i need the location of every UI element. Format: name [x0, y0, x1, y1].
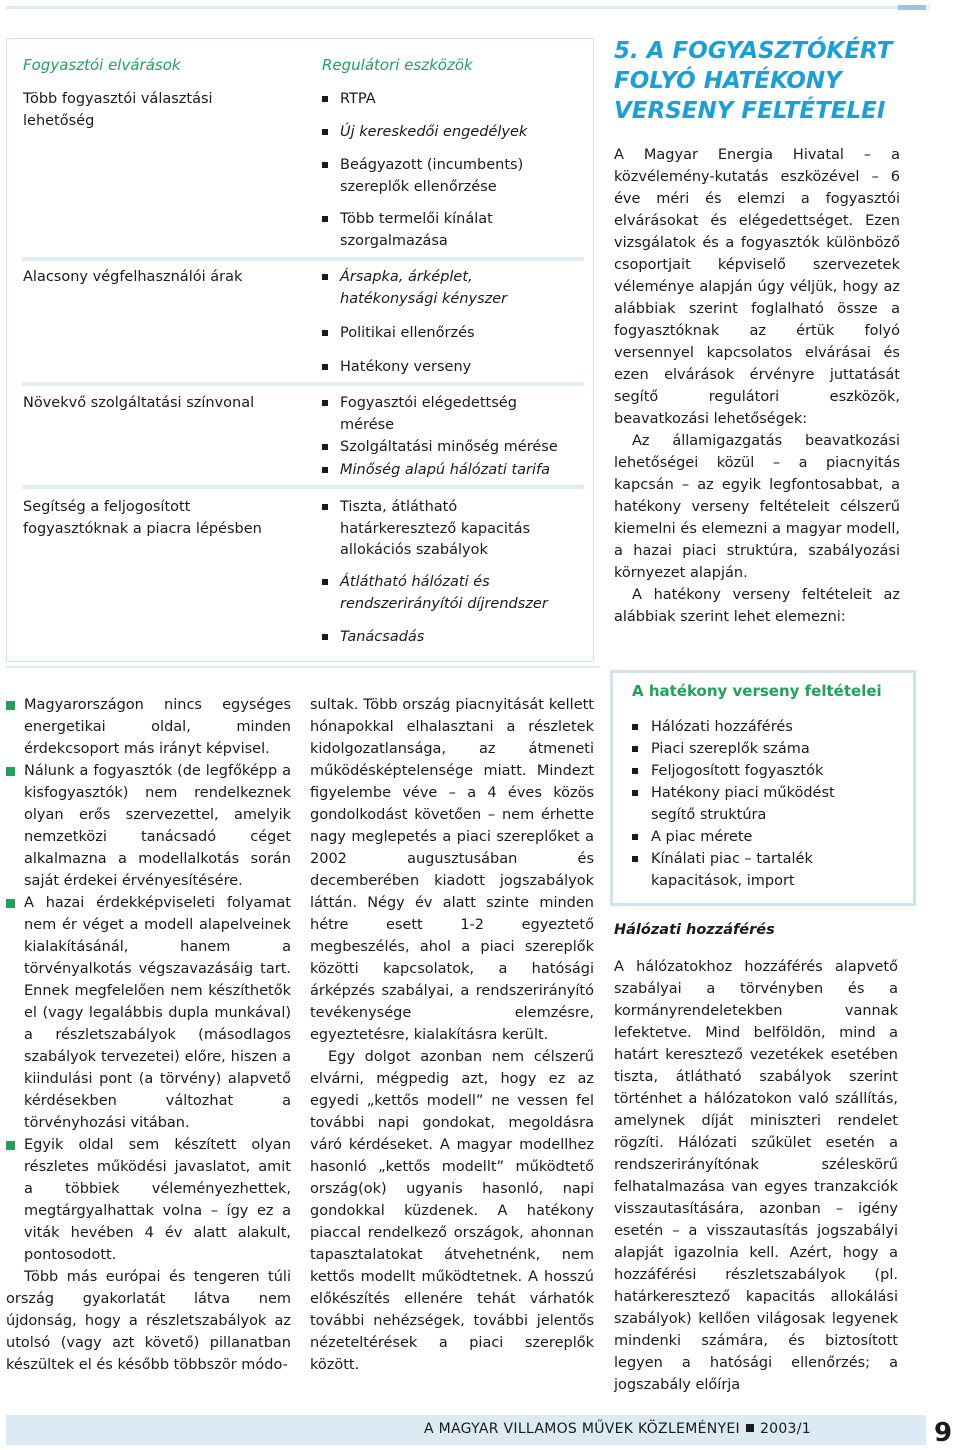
green-square-icon — [6, 899, 15, 908]
square-icon — [746, 1424, 754, 1432]
regulator-tool: Szolgáltatási minőség mérése — [322, 437, 582, 459]
regulator-tool: Átlátható hálózati és rendszerirányítói díjrendszer — [322, 572, 572, 615]
footer-journal: A MAGYAR VILLAMOS MŰVEK KÖZLEMÉNYEI 2003/1 — [424, 1421, 811, 1437]
middle-column-text — [310, 694, 594, 1376]
section-paragraph: A Magyar Energia Hivatal – a közvélemény-kutatás eszközével – 6 éve méri és elemzi a fogyasztói elvárásokat és elégedettséget. Ezen vizsgálatok és a fogyasztók különböző csoportjait képviselő szervezetek véleménye alapján úgy véljük, hogy az alábbiak szerint foglalható össze a fogyasztóknak az értük folyó versennyel kapcsolatos elvárásai és ezen elvárások érvényre juttatását segítő regulátori eszközök, beavatkozási lehetőségek: — [614, 147, 900, 427]
regulator-tool: Minőség alapú hálózati tarifa — [322, 460, 582, 482]
page-number: 9 — [934, 1418, 953, 1448]
consumer-expectation-1: Több fogyasztói választási lehetőség — [23, 91, 213, 129]
row-separator — [22, 257, 584, 261]
regulator-tool: Új kereskedői engedélyek — [322, 122, 582, 144]
regulator-tool: RTPA — [322, 89, 582, 111]
consumer-expectation-3: Növekvő szolgáltatási színvonal — [23, 395, 255, 411]
regulator-tool: Több termelői kínálat szorgalmazása — [322, 209, 532, 252]
green-bullet-item: Egyik oldal sem készített olyan részletes működési javaslatot, amit a többiek véleményezhettek, megtárgyalhattak volna – így ez a viták hevében 4 év alatt alakult, pontosodott. — [6, 1134, 291, 1266]
regulator-tool: Hatékony verseny — [322, 357, 582, 379]
green-square-icon — [6, 767, 15, 776]
green-bullet-item: Nálunk a fogyasztók (de legfőképp a kisfogyasztók) nem rendelkeznek olyan erős szervezettel, amelyik nemzetközi tanácsadó céget alkalmazna a modellalkotás során saját érdekei érvényesítésére. — [6, 760, 291, 892]
regulator-tools-heading: Regulátori eszközök — [322, 56, 473, 74]
condition-item: A piac mérete — [632, 826, 902, 848]
top-rule-cap — [926, 4, 930, 11]
green-square-icon — [6, 701, 15, 710]
paragraph: Több más európai és tengeren túli ország gyakorlatát látva nem újdonság, hogy a részletszabályok az utolsó (vagy azt követő) pillanatban készültek el és később többször módo- — [6, 1269, 291, 1373]
consumer-expectation-2: Alacsony végfelhasználói árak — [23, 269, 243, 285]
regulator-tool: Fogyasztói elégedettség mérése — [322, 393, 552, 436]
lower-separator — [6, 666, 600, 668]
left-column-text — [6, 694, 291, 1376]
network-access-paragraph: A hálózatokhoz hozzáférés alapvető szabályai a törvényben és a kormányrendeletekben vannak lefektetve. Mind belföldön, mind a határt keresztező vezetékek esetében tiszta, átlátható szabályok szerint történhet a hálózatokon való szállítás, amelynek díját miniszteri rendelet rögzíti. Hálózati szűkület esetén a rendszerirányítónak széleskörű felhatalmazása van egyes tranzakciók visszautasítására, azonban – igény esetén – a visszautasítás jogszabályi alapját igazolnia kell. Azért, hogy a hozzáférési részletszabályok (pl. határkeresztező kapacitás allokálási szabályok) kellően világosak legyenek mindenki számára, és biztosított legyen a hatósági ellenőrzés; a jogszabály előírja — [614, 959, 898, 1393]
condition-item: Piaci szereplők száma — [632, 738, 902, 760]
regulator-tool: Tiszta, átlátható határkeresztező kapacitás allokációs szabályok — [322, 497, 572, 562]
paragraph: Egy dolgot azonban nem célszerű elvárni, mégpedig azt, hogy ez az egyedi „kettős modell” ne vessen fel további napi gondokat, megoldásra váró kérdéseket. A magyar modellhez hasonló „kettős modellt” működtető ország(ok) ugyanis hasonló, napi gondokkal küzdenek. A hatékony piaccal rendelkező országok, ahonnan tapasztalatokat átvehetnénk, nem kettős modellt működtetnek. A hosszú előkészítés ellenére tehát várhatók további nehézségek, további jelentős nézeteltérések a piaci szereplők között. — [310, 1049, 594, 1373]
consumer-expectation-4: Segítség a feljogosított fogyasztóknak a piacra lépésben — [23, 499, 262, 537]
row-separator — [22, 485, 584, 489]
section-paragraph: Az államigazgatás beavatkozási lehetőségei közül – a piacnyitás kapcsán – az egyik legfontosabbat, a hatékony verseny feltételeit célszerű kiemelni és elemezni a magyar modell, a hazai piaci struktúra, szabályozási környezet alapján. — [614, 433, 900, 581]
section-paragraph: A hatékony verseny feltételeit az alábbiak szerint lehet elemezni: — [614, 587, 900, 625]
regulator-tool: Ársapka, árképlet, hatékonysági kényszer — [322, 267, 542, 310]
paragraph: sultak. Több ország piacnyitását kellett hónapokkal elhalasztani a részletek kidolgozatlansága, az átmeneti működésképtelensége miatt. Mindezt figyelembe véve – a 4 éves közös gondolkodást követően – nem érhette nagy meglepetés a piaci szereplőket a 2002 augusztusában és decemberében kiadott jogszabályok láttán. Négy év alatt szinte minden hétre esett 1-2 egyeztető megbeszélés, ahol a piaci szereplők közötti kapcsolatok, a hatósági árképzés szabályai, a rendszerirányító tevékenysége elemzésre, egyeztetésre, kialakításra került. — [310, 697, 594, 1043]
top-rule — [6, 6, 898, 9]
condition-item: Kínálati piac – tartalék kapacitások, import — [632, 848, 832, 892]
regulator-tool: Tanácsadás — [322, 627, 582, 649]
regulator-tool: Beágyazott (incumbents) szereplők ellenőrzése — [322, 155, 552, 198]
green-square-icon — [6, 1141, 15, 1150]
regulator-tool: Politikai ellenőrzés — [322, 323, 582, 345]
top-rule-accent — [898, 5, 926, 10]
section-body — [614, 144, 900, 628]
condition-item: Feljogosított fogyasztók — [632, 760, 902, 782]
row-separator — [22, 382, 584, 386]
consumer-expectations-heading: Fogyasztói elvárások — [23, 56, 181, 74]
green-bullet-item: Magyarországon nincs egységes energetikai oldal, minden érdekcsoport más irányt képvisel. — [6, 694, 291, 760]
conditions-box-title: A hatékony verseny feltételei — [632, 682, 882, 700]
condition-item: Hatékony piaci működést segítő struktúra — [632, 782, 862, 826]
condition-item: Hálózati hozzáférés — [632, 716, 902, 738]
green-bullet-item: A hazai érdekképviseleti folyamat nem ér véget a modell alapelveinek kialakításánál, hanem a törvényalkotás végszavazásáig tart. Ennek megfelelően nem készíthetők el (vagy legalábbis dupla munkával) a részletszabályok (másodlagos szabályok tervezetei) előre, hiszen a kiindulási pont (a törvény) alapvető kérdésekben változhat a törvényhozási vitában. — [6, 892, 291, 1134]
section-title: 5. A FOGYASZTÓKÉRT FOLYÓ HATÉKONY VERSENY FELTÉTELEI — [614, 38, 893, 124]
network-access-heading: Hálózati hozzáférés — [614, 922, 775, 938]
